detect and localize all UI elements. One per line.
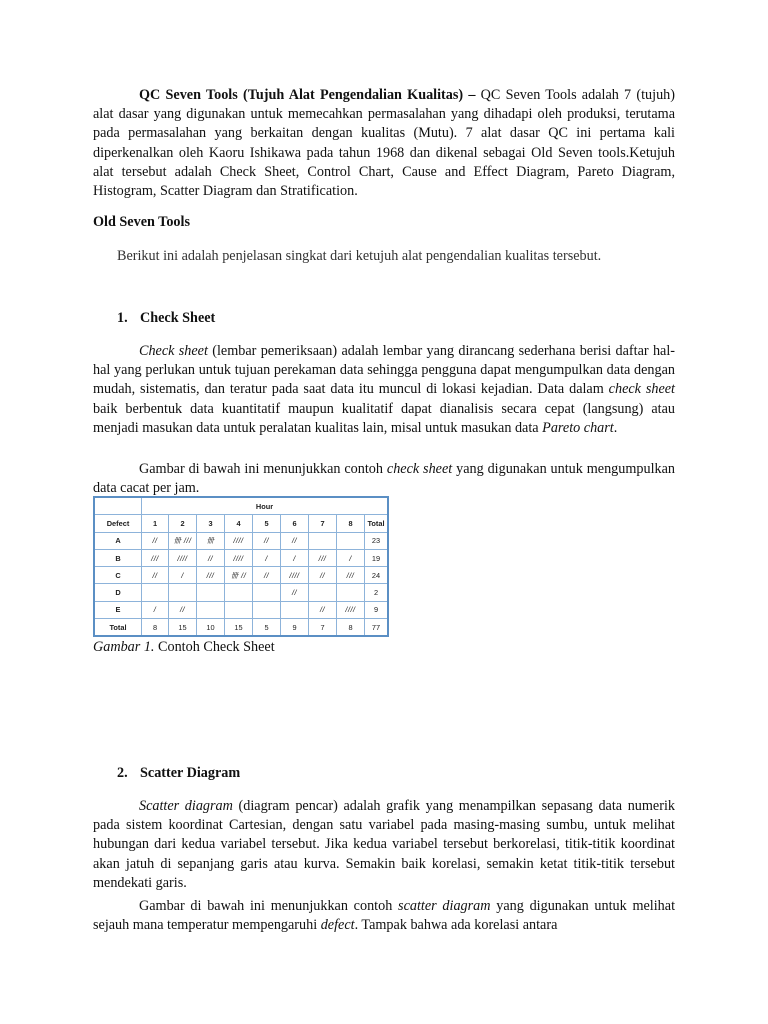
figure-caption: [93, 638, 275, 657]
tally-cell: [197, 601, 225, 618]
row-total: 2: [365, 584, 389, 601]
hour-total: 7: [309, 619, 337, 637]
row-total: 9: [365, 601, 389, 618]
tally-cell: [225, 601, 253, 618]
term-scatter-diagram-2: scatter diagram: [398, 898, 491, 914]
explanation-note: Berikut ini adalah penjelasan singkat dari ketujuh alat pengendalian kualitas tersebut.: [117, 248, 602, 264]
term-check-sheet-2: check sheet: [608, 381, 675, 398]
section2-p2-text2: yang digunakan untuk melihat sejauh mana temperatur mempengaruhi: [93, 898, 676, 934]
tally-cell: ////: [169, 549, 197, 566]
section1-p1-text1: (lembar pemeriksaan) adalah lembar yang dirancang sederhana berisi daftar hal-hal yang perlukan untuk tujuan perekaman data sehingga pengguna dapat mengumpulkan data dengan mudah, sistematis, dan teratur pada saat data itu muncul di lokasi kejadian. Data dalam: [93, 343, 675, 398]
tally-cell: ////: [337, 601, 365, 618]
tally-cell: 卌 ///: [169, 532, 197, 549]
term-scatter-diagram: Scatter diagram: [139, 798, 233, 814]
tally-cell: 卌: [197, 532, 225, 549]
section1-p2-text2: yang digunakan untuk mengumpulkan data cacat per jam.: [93, 461, 676, 497]
tally-cell: //: [142, 532, 169, 549]
tally-cell: [169, 584, 197, 601]
tally-cell: ////: [281, 567, 309, 584]
caption-text: Contoh Check Sheet: [154, 639, 275, 655]
totals-label: Total: [94, 619, 142, 637]
tally-cell: ///: [309, 549, 337, 566]
hour-6-header: 6: [281, 515, 309, 532]
row-total: 24: [365, 567, 389, 584]
tally-cell: //: [142, 567, 169, 584]
section1-paragraph1: [93, 342, 675, 438]
defect-header: Defect: [94, 515, 142, 532]
term-check-sheet-3: check sheet: [386, 461, 453, 477]
row-total: 19: [365, 549, 389, 566]
section2-paragraph1: [93, 797, 675, 893]
hour-total: 10: [197, 619, 225, 637]
hour-total: 15: [169, 619, 197, 637]
defect-label: A: [94, 532, 142, 549]
table-row: [94, 567, 388, 584]
table-row: [94, 601, 388, 618]
total-header: Total: [365, 515, 389, 532]
tally-cell: ///: [337, 567, 365, 584]
tally-cell: [281, 601, 309, 618]
tally-cell: [337, 584, 365, 601]
hour-8-header: 8: [337, 515, 365, 532]
tally-cell: [253, 601, 281, 618]
tally-cell: /: [169, 567, 197, 584]
tally-cell: [197, 584, 225, 601]
section2-paragraph2: [93, 897, 675, 935]
defect-label: E: [94, 601, 142, 618]
old-seven-tools-heading: Old Seven Tools: [93, 214, 190, 230]
section1-title: Check Sheet: [140, 310, 216, 326]
tally-cell: //: [197, 549, 225, 566]
section2-number: 2.: [117, 765, 128, 781]
section1-paragraph2: [93, 460, 675, 498]
tally-cell: //: [253, 567, 281, 584]
table-header-row-hour: [94, 497, 388, 515]
section2-p2-text3: . Tampak bahwa ada korelasi antara: [354, 917, 558, 934]
tally-cell: //: [169, 601, 197, 618]
hour-1-header: 1: [142, 515, 169, 532]
table-row: [94, 584, 388, 601]
term-check-sheet: Check sheet: [139, 343, 208, 359]
hour-2-header: 2: [169, 515, 197, 532]
tally-cell: ////: [225, 549, 253, 566]
section1-number: 1.: [117, 310, 128, 326]
hour-3-header: 3: [197, 515, 225, 532]
section1-p1-text2: baik berbentuk data kuantitatif maupun kualitatif dapat dianalisis secara cepat (langsung) atau menjadi masukan data untuk peralatan kualitas lain, misal untuk masukan data: [93, 400, 675, 436]
tally-cell: //: [309, 567, 337, 584]
defect-label: D: [94, 584, 142, 601]
table-row: [94, 532, 388, 549]
hour-header: Hour: [142, 497, 389, 515]
term-pareto-chart: Pareto chart: [542, 419, 614, 436]
caption-label: Gambar 1.: [93, 639, 155, 655]
table-row: [94, 549, 388, 566]
defect-label: C: [94, 567, 142, 584]
tally-cell: /: [142, 601, 169, 618]
check-sheet-table: [93, 496, 389, 637]
hour-total: 8: [142, 619, 169, 637]
tally-cell: [309, 532, 337, 549]
hour-total: 15: [225, 619, 253, 637]
table-header-row: [94, 515, 388, 532]
intro-title: QC Seven Tools (Tujuh Alat Pengendalian Kualitas) –: [139, 87, 476, 103]
section2-p1-text1: (diagram pencar) adalah grafik yang menampilkan sepasang data numerik pada sistem koordinat Cartesian, dengan satu variabel pada masing-masing sumbu, untuk melihat hubungan dari kedua variabel tersebut. Jika kedua variabel tersebut berkorelasi, titik-titik koordinat akan jatuh di sepanjang garis atau kurva. Semakin baik korelasi, semakin ketat titik-titik tersebut mendekati garis.: [93, 798, 675, 891]
hour-5-header: 5: [253, 515, 281, 532]
hour-7-header: 7: [309, 515, 337, 532]
defect-label: B: [94, 549, 142, 566]
hour-total: 9: [281, 619, 309, 637]
section1-p2-text1: Gambar di bawah ini menunjukkan contoh: [139, 461, 387, 477]
tally-cell: [337, 532, 365, 549]
tally-cell: /: [281, 549, 309, 566]
tally-cell: //: [281, 584, 309, 601]
tally-cell: //: [281, 532, 309, 549]
tally-cell: [225, 584, 253, 601]
tally-cell: [309, 584, 337, 601]
tally-cell: ///: [197, 567, 225, 584]
tally-cell: [142, 584, 169, 601]
section2-p2-text1: Gambar di bawah ini menunjukkan contoh: [139, 898, 399, 914]
hour-total: 8: [337, 619, 365, 637]
tally-cell: /: [253, 549, 281, 566]
row-total: 23: [365, 532, 389, 549]
tally-cell: ////: [225, 532, 253, 549]
hour-total: 5: [253, 619, 281, 637]
tally-cell: [253, 584, 281, 601]
intro-text: QC Seven Tools adalah 7 (tujuh) alat dasar yang digunakan untuk memecahkan permasalahan yang dihadapi oleh produksi, terutama pada permasalahan yang berkaitan dengan kualitas (Mutu). 7 alat dasar QC ini pertama kali diperkenalkan oleh Kaoru Ishikawa pada tahun 1968 dan dikenal sebagai Old Seven tools.Ketujuh alat tersebut adalah Check Sheet, Control Chart, Cause and Effect Diagram, Pareto Diagram, Histogram, Scatter Diagram dan Stratification.: [93, 87, 675, 200]
table-totals-row: [94, 619, 388, 637]
grand-total: 77: [365, 619, 389, 637]
tally-cell: /: [337, 549, 365, 566]
tally-cell: //: [253, 532, 281, 549]
term-defect: defect: [320, 917, 355, 934]
section2-title: Scatter Diagram: [140, 765, 241, 781]
section1-p1-text3: .: [613, 419, 618, 436]
tally-cell: ///: [142, 549, 169, 566]
hour-4-header: 4: [225, 515, 253, 532]
tally-cell: //: [309, 601, 337, 618]
tally-cell: 卌 //: [225, 567, 253, 584]
intro-paragraph: [93, 86, 675, 201]
